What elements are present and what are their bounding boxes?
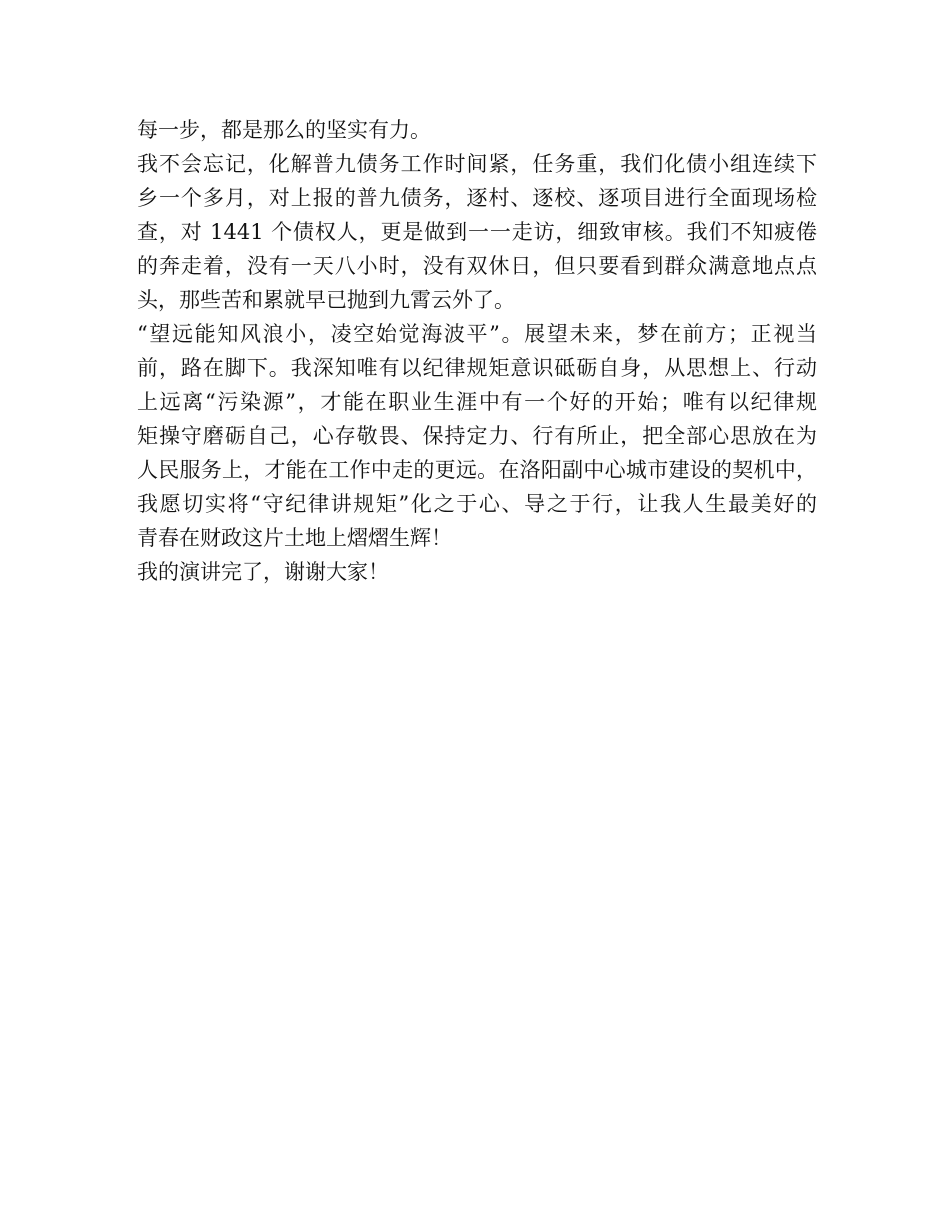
text-line: “望远能知风浪小，凌空始觉海波平”。展望未来，梦在前方；正视当 xyxy=(137,322,817,346)
text-line: 每一步，都是那么的坚实有力。 xyxy=(137,118,431,142)
text-line: 矩操守磨砺自己，心存敬畏、保持定力、行有所止，把全部心思放在为 xyxy=(137,424,817,448)
text-line: 的奔走着，没有一天八小时，没有双休日，但只要看到群众满意地点点 xyxy=(137,254,817,278)
text-line: 我不会忘记，化解普九债务工作时间紧，任务重，我们化债小组连续下 xyxy=(137,152,817,176)
text-line: 青春在财政这片土地上熠熠生辉！ xyxy=(137,526,452,550)
text-line: 我的演讲完了，谢谢大家！ xyxy=(137,560,389,584)
text-line: 乡一个多月，对上报的普九债务，逐村、逐校、逐项目进行全面现场检 xyxy=(137,186,817,210)
text-line: 上远离“污染源”，才能在职业生涯中有一个好的开始；唯有以纪律规 xyxy=(137,390,817,414)
text-line: 我愿切实将“守纪律讲规矩”化之于心、导之于行，让我人生最美好的 xyxy=(137,492,817,516)
paragraph-3 xyxy=(137,317,817,555)
text-line: 头，那些苦和累就早已抛到九霄云外了。 xyxy=(137,288,515,312)
paragraph-2 xyxy=(137,147,817,317)
paragraph-4 xyxy=(137,555,817,589)
text-line: 查，对 1441 个债权人，更是做到一一走访，细致审核。我们不知疲倦 xyxy=(137,220,817,244)
text-line: 人民服务上，才能在工作中走的更远。在洛阳副中心城市建设的契机中， xyxy=(137,458,817,482)
document-body xyxy=(137,113,817,589)
text-line: 前，路在脚下。我深知唯有以纪律规矩意识砥砺自身，从思想上、行动 xyxy=(137,356,817,380)
paragraph-1 xyxy=(137,113,817,147)
